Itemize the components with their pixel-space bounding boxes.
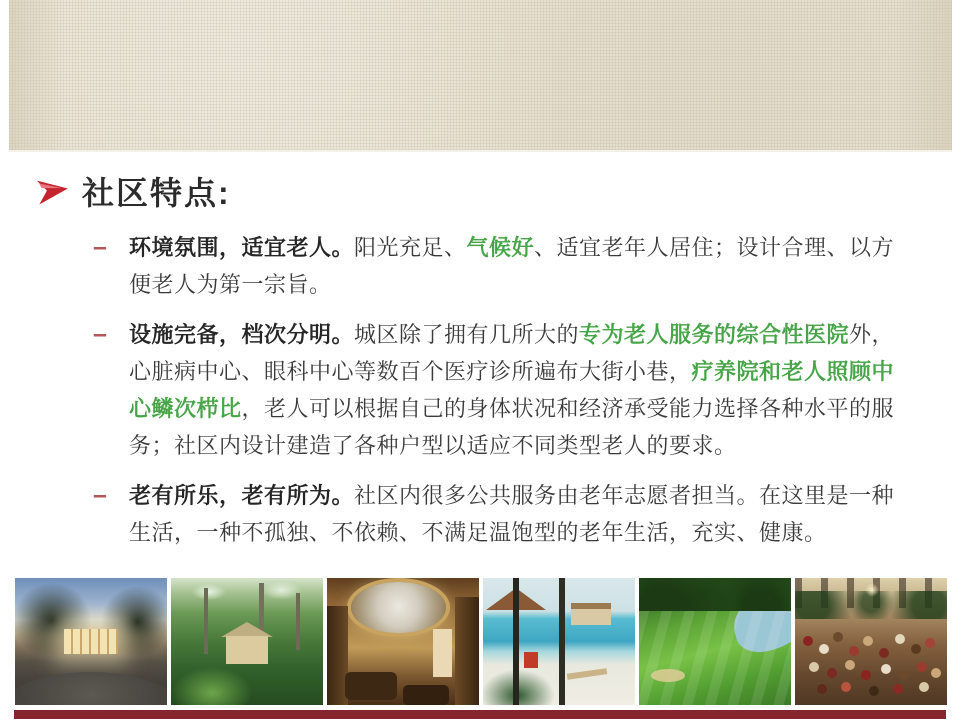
tree-line — [639, 578, 791, 611]
column — [455, 597, 479, 705]
photo-garden — [171, 578, 323, 705]
photo-golf-course — [639, 578, 791, 705]
palm-trunk — [296, 593, 300, 650]
red-arrow-icon — [35, 174, 72, 207]
dash-bullet-icon: – — [93, 481, 107, 509]
photo-resort-entrance — [15, 578, 167, 705]
pole — [559, 578, 565, 705]
chandelier-light — [865, 583, 879, 597]
photo-lobby-interior — [327, 578, 479, 705]
dash-bullet-icon: – — [93, 320, 107, 348]
bullet-text: 环境氛围，适宜老人。阳光充足、气候好、适宜老年人居住；设计合理、以方 便老人为第一宗旨。 — [129, 235, 895, 297]
lounge-chair — [566, 668, 606, 679]
sand-bunker — [651, 669, 684, 682]
foreground-foliage — [171, 658, 265, 705]
ceiling-dome — [351, 582, 445, 633]
dash-bullet-icon: – — [93, 233, 107, 261]
top-texture-band — [9, 0, 952, 152]
driveway — [15, 672, 167, 705]
red-planter — [524, 652, 538, 668]
pole — [513, 578, 519, 705]
bullet-text: 老有所乐，老有所为。社区内很多公共服务由老年志愿者担当。在这里是一种 生活，一种不孤独、不依赖、不满足温饱型的老年生活，充实、健康。 — [129, 483, 895, 545]
bullet-item — [93, 316, 923, 464]
pool-house — [571, 603, 611, 624]
sofa — [345, 672, 397, 700]
photo-pool — [483, 578, 635, 705]
sofa — [403, 685, 449, 705]
doorway — [433, 629, 451, 677]
bullet-item — [93, 477, 923, 551]
bullet-item — [93, 229, 923, 303]
lit-building — [64, 629, 119, 654]
photo-strip — [15, 578, 947, 705]
bullet-list — [93, 229, 923, 564]
photo-dining-hall — [795, 578, 947, 705]
diners-crowd — [803, 636, 813, 646]
title-row — [36, 168, 231, 214]
bottom-accent-bar — [14, 710, 946, 719]
gazebo-roof — [221, 622, 273, 637]
fairway-stripes — [639, 611, 791, 705]
palm-tree-silhouette — [87, 578, 167, 672]
sky-patch — [186, 581, 232, 604]
page-title: 社区特点: — [82, 175, 231, 211]
palm-trunk — [204, 588, 208, 654]
bullet-text: 设施完备，档次分明。城区除了拥有几所大的专为老人服务的综合性医院外， 心脏病中心、眼科中心等数百个医疗诊所遍布大街小巷，疗养院和老人照顾中 心鳞次栉比，老人可以根据自己的身体状况和经济承受能力选择各种水平的服 务；社区内设计建造了各种户型以适应不同类型老人的要求。 — [129, 322, 895, 458]
